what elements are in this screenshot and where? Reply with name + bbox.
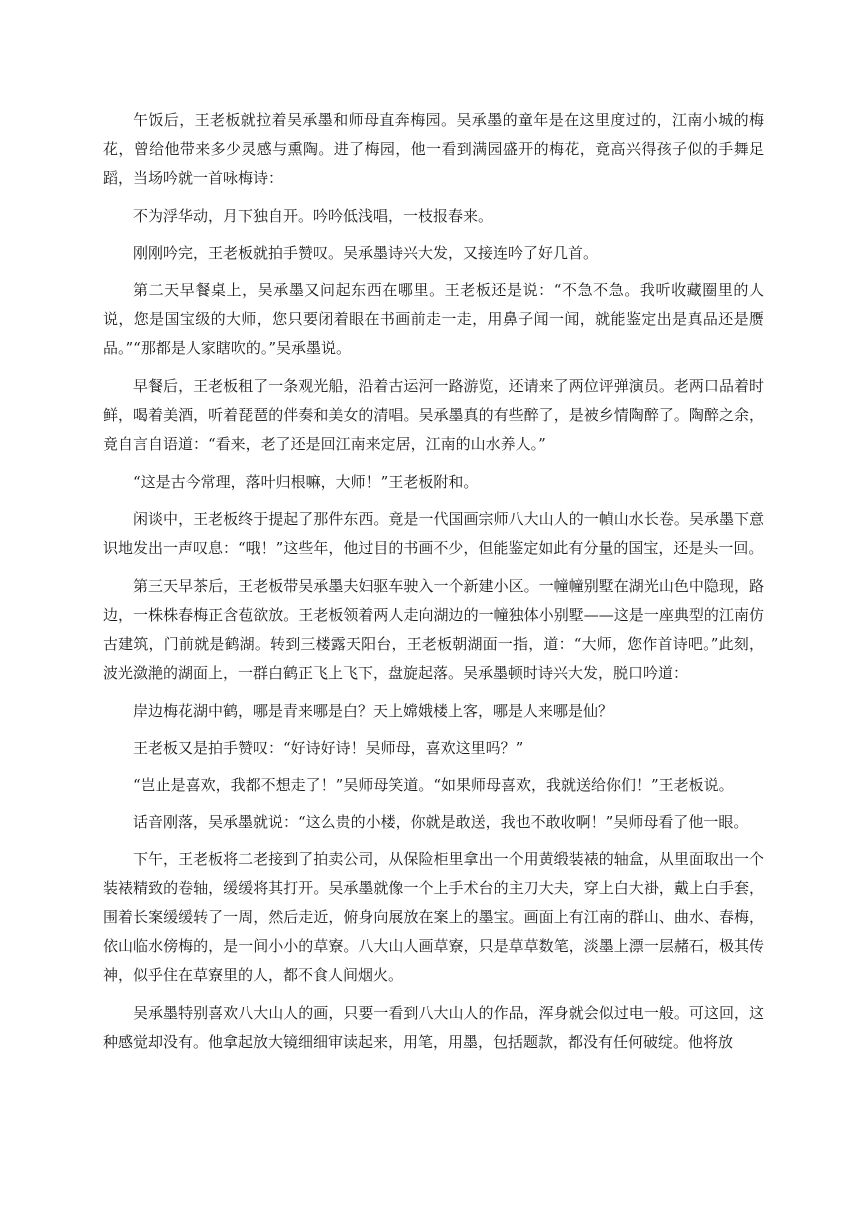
paragraph-poem-1: 不为浮华动，月下独自开。吟吟低浅唱，一枝报春来。 bbox=[133, 207, 494, 225]
paragraph-8: 王老板又是拍手赞叹：“好诗好诗！吴师母，喜欢这里吗？” bbox=[133, 739, 524, 757]
paragraph-6: 闲谈中，王老板终于提起了那件东西。竟是一代国画宗师八大山人的一幀山水长卷。吴承墨下意识地发出一声叹息：“哦！”这些年，他过目的书画不少，但能鉴定如此有分量的国宝，还是头一回。 bbox=[103, 510, 764, 557]
paragraph-1: 午饭后，王老板就拉着吴承墨和师母直奔梅园。吴承墨的童年是在这里度过的，江南小城的梅花，曾给他带来多少灵感与熏陶。进了梅园，他一看到满园盛开的梅花，竟高兴得孩子似的手舞足蹈，当场吟就一首咏梅诗： bbox=[103, 111, 764, 187]
paragraph-3: 第二天早餐桌上，吴承墨又问起东西在哪里。王老板还是说：“不急不急。我听收藏圈里的人说，您是国宝级的大师，您只要闭着眼在书画前走一走，用鼻子闻一闻，就能鉴定出是真品还是赝品。”“那都是人家瞎吹的。”吴承墨说。 bbox=[103, 281, 764, 357]
paragraph-12: 吴承墨特别喜欢八大山人的画，只要一看到八大山人的作品，浑身就会似过电一般。可这回，这种感觉却没有。他拿起放大镜细细审读起来，用笔，用墨，包括题款，都没有任何破绽。他将放 bbox=[103, 1004, 764, 1051]
paragraph-2: 刚刚吟完，王老板就拍手赞叹。吴承墨诗兴大发，又接连吟了好几首。 bbox=[133, 244, 599, 262]
paragraph-4: 早餐后，王老板租了一条观光船，沿着古运河一路游览，还请来了两位评弹演员。老两口品着时鲜，喝着美酒，听着琵琶的伴奏和美女的清唱。吴承墨真的有些醉了，是被乡情陶醉了。陶醉之余，竟自言自语道：“看来，老了还是回江南来定居，江南的山水养人。” bbox=[103, 377, 764, 453]
paragraph-11: 下午，王老板将二老接到了拍卖公司，从保险柜里拿出一个用黄缎装裱的轴盒，从里面取出一个装裱精致的卷轴，缓缓将其打开。吴承墨就像一个上手术台的主刀大夫，穿上白大褂，戴上白手套，围着长案缓缓转了一周，然后走近，俯身向展放在案上的墨宝。画面上有江南的群山、曲水、春梅，依山临水傍梅的，是一间小小的草寮。八大山人画草寮，只是草草数笔，淡墨上漂一层赭石，极其传神，似乎住在草寮里的人，都不食人间烟火。 bbox=[103, 850, 764, 984]
paragraph-7: 第三天早茶后，王老板带吴承墨夫妇驱车驶入一个新建小区。一幢幢别墅在湖光山色中隐现，路边，一株株春梅正含苞欲放。王老板领着两人走向湖边的一幢独体小别墅——这是一座典型的江南仿古建筑，门前就是鹤湖。转到三楼露天阳台，王老板朝湖面一指，道：“大师，您作首诗吧。”此刻，波光潋滟的湖面上，一群白鹤正飞上飞下，盘旋起落。吴承墨顿时诗兴大发，脱口吟道： bbox=[103, 577, 764, 682]
paragraph-9: “岂止是喜欢，我都不想走了！”吴师母笑道。“如果师母喜欢，我就送给你们！”王老板说。 bbox=[133, 776, 734, 794]
paragraph-10: 话音刚落，吴承墨就说：“这么贵的小楼，你就是敢送，我也不敢收啊！”吴师母看了他一眼。 bbox=[133, 813, 749, 831]
paragraph-5: “这是古今常理，落叶归根嘛，大师！”王老板附和。 bbox=[133, 473, 479, 491]
paragraph-poem-2: 岸边梅花湖中鹤，哪是青来哪是白？天上嫦娥楼上客，哪是人来哪是仙？ bbox=[133, 702, 614, 720]
